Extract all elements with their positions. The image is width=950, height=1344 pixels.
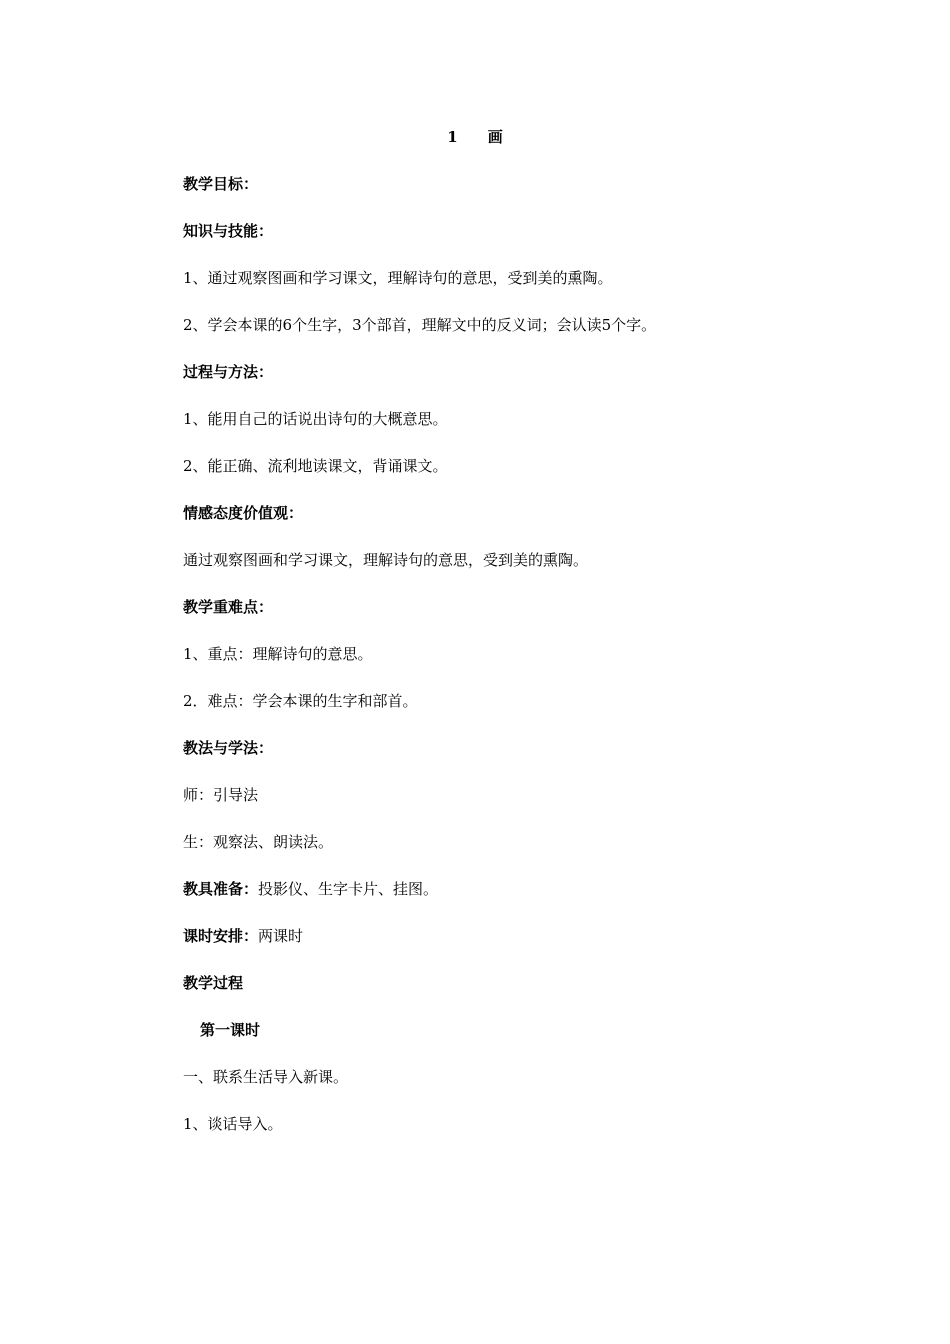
lesson-title: 画 [487,128,503,146]
schedule-line [183,926,783,973]
emotion-item-1: 通过观察图画和学习课文，理解诗句的意思，受到美的熏陶。 [183,551,589,569]
knowledge-heading: 知识与技能： [183,222,274,240]
schedule-value: 两课时 [258,927,304,945]
methods-heading: 教法与学法： [183,739,274,757]
knowledge-item-1: 1、通过观察图画和学习课文，理解诗句的意思，受到美的熏陶。 [183,269,613,287]
emotion-heading: 情感态度价值观： [183,504,304,522]
document-body [183,174,783,1161]
tools-value: 投影仪、生字卡片、挂图。 [258,880,439,898]
knowledge-item-2: 2、学会本课的6个生字，3个部首，理解文中的反义词；会认读5个字。 [183,316,657,334]
objectives-heading: 教学目标： [183,175,259,193]
process-item-1: 1、能用自己的话说出诗句的大概意思。 [183,410,448,428]
keypoint-item-2: 2．难点：学会本课的生字和部首。 [183,692,418,710]
step-one-item-1: 1、谈话导入。 [183,1115,283,1133]
keypoints-heading: 教学重难点： [183,598,274,616]
schedule-label: 课时安排： [183,927,259,945]
step-one: 一、联系生活导入新课。 [183,1068,349,1086]
process-method-heading: 过程与方法： [183,363,274,381]
lesson-one-heading: 第一课时 [200,1021,261,1039]
tools-label: 教具准备： [183,880,259,898]
process-item-2: 2、能正确、流利地读课文，背诵课文。 [183,457,448,475]
keypoint-item-1: 1、重点：理解诗句的意思。 [183,645,373,663]
method-student: 生：观察法、朗读法。 [183,833,334,851]
teaching-process-heading: 教学过程 [183,974,244,992]
tools-line [183,879,783,926]
method-teacher: 师：引导法 [183,786,259,804]
lesson-number: 1 [447,128,458,146]
page-title [0,127,950,147]
